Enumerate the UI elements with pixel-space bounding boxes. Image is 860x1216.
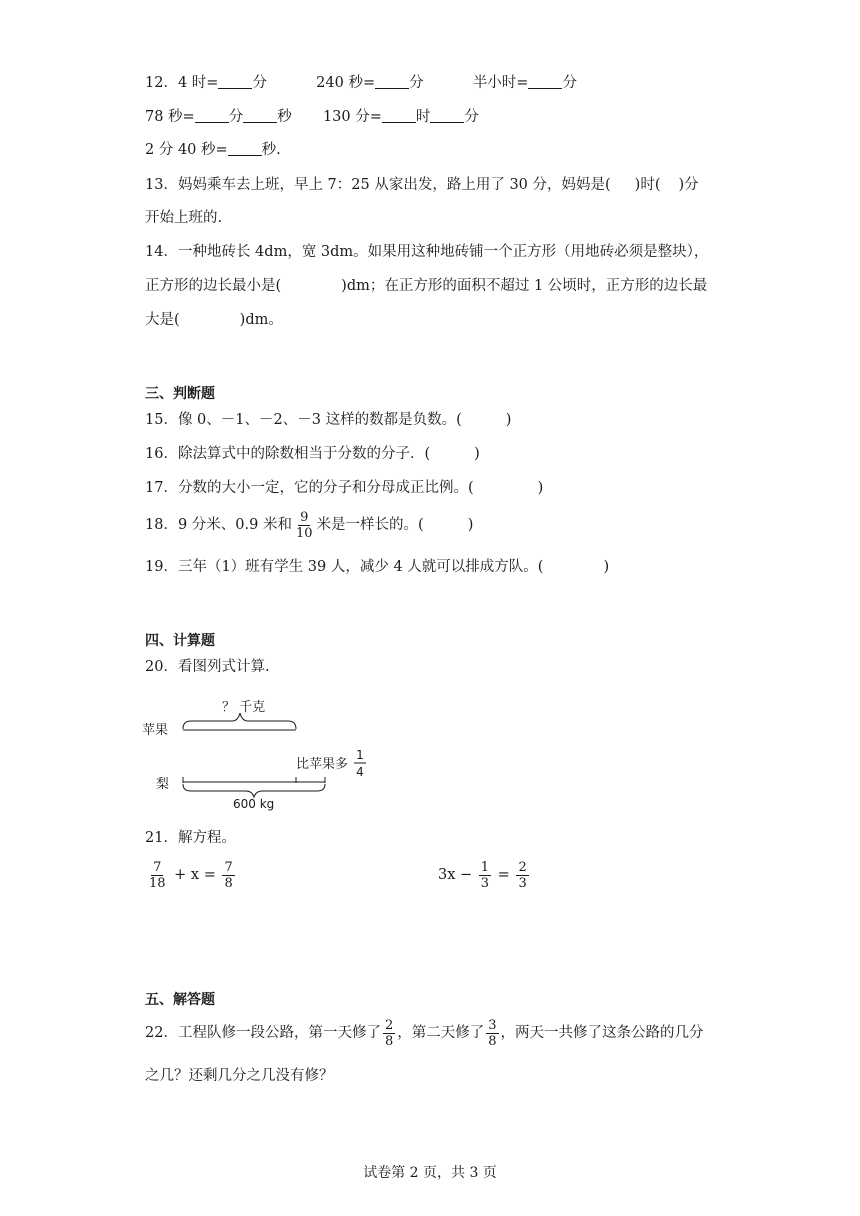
q13-line2: 开始上班的. bbox=[145, 210, 223, 226]
q22-line1: 22．工程队修一段公路，第一天修了 $\frac{2}{8}$ ，第二天修了 $\frac{3}{8}$ ，两天一共修了这条公路的几分 bbox=[145, 1017, 704, 1049]
answer-blank[interactable] bbox=[382, 108, 416, 123]
equation-2: 3x − $\frac{1}{3}$ = $\frac{2}{3}$ bbox=[438, 859, 527, 891]
equation-1: $\frac{7}{18}$ + x = $\frac{7}{8}$ bbox=[149, 859, 233, 891]
compare-label: 比苹果多 bbox=[296, 757, 349, 772]
q14-line3: 大是( )dm。 bbox=[145, 312, 283, 328]
q21: 21．解方程。 bbox=[145, 830, 236, 846]
q17: 17．分数的大小一定，它的分子和分母成正比例。( ) bbox=[145, 480, 544, 496]
compare-fraction-num: 1 bbox=[356, 748, 364, 762]
q12-line3: 2 分 40 秒= 秒. bbox=[145, 142, 281, 158]
apple-label: 苹果 bbox=[142, 723, 169, 738]
pear-total-label: 600 kg bbox=[233, 797, 275, 811]
pear-brace bbox=[183, 784, 325, 797]
answer-blank[interactable] bbox=[528, 74, 562, 89]
answer-blank[interactable] bbox=[218, 74, 252, 89]
q14-line2: 正方形的边长最小是( )dm；在正方形的面积不超过 1 公顷时，正方形的边长最 bbox=[145, 278, 708, 294]
compare-fraction-den: 4 bbox=[356, 765, 364, 779]
section-title-judgement: 三、判断题 bbox=[145, 386, 215, 402]
section-title-word-problems: 五、解答题 bbox=[145, 992, 215, 1008]
q12-line1: 12．4 时= 分 240 秒= 分 半小时= 分 bbox=[145, 75, 577, 91]
answer-blank[interactable] bbox=[228, 141, 262, 156]
apple-unknown-label: ？ 千克 bbox=[222, 700, 266, 715]
section-title-calculation: 四、计算题 bbox=[145, 633, 215, 649]
q16: 16．除法算式中的除数相当于分数的分子．( ) bbox=[145, 446, 480, 462]
fraction-nine-tenths: $\frac{9}{10}$ bbox=[295, 509, 313, 541]
q18: 18．9 分米、0.9 米和 $\frac{9}{10}$ 米是一样长的。( ) bbox=[145, 509, 474, 541]
q13-line1: 13．妈妈乘车去上班，早上 7：25 从家出发，路上用了 30 分，妈妈是( )时( )分 bbox=[145, 177, 699, 193]
q20: 20．看图列式计算. bbox=[145, 659, 270, 675]
page-footer: 试卷第 2 页，共 3 页 bbox=[363, 1165, 497, 1181]
answer-blank[interactable] bbox=[430, 108, 464, 123]
q19: 19．三年（1）班有学生 39 人，减少 4 人就可以排成方队。( ) bbox=[145, 559, 610, 575]
answer-blank[interactable] bbox=[195, 108, 229, 123]
apple-brace bbox=[183, 713, 296, 729]
q22-line2: 之几？还剩几分之几没有修？ bbox=[145, 1068, 334, 1084]
pear-label: 梨 bbox=[156, 777, 170, 792]
q12-line2: 78 秒= 分 秒 130 分= 时 分 bbox=[145, 109, 479, 125]
line-segment-diagram bbox=[140, 695, 400, 815]
q15: 15．像 0、－1、－2、－3 这样的数都是负数。( ) bbox=[145, 412, 512, 428]
q14-line1: 14．一种地砖长 4dm，宽 3dm。如果用这种地砖铺一个正方形（用地砖必须是整块）， bbox=[145, 244, 709, 260]
answer-blank[interactable] bbox=[375, 74, 409, 89]
answer-blank[interactable] bbox=[243, 108, 277, 123]
